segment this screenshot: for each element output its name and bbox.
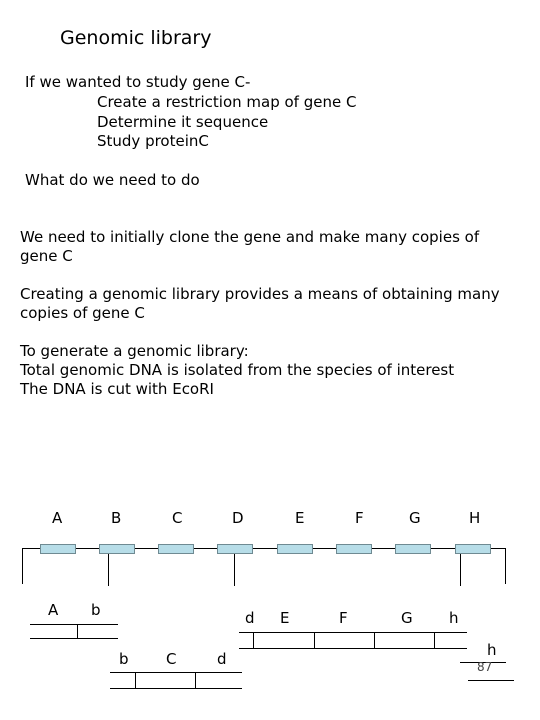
fragment-strand-bottom <box>468 680 514 681</box>
fragment-strand-bottom <box>239 648 467 649</box>
intro-item: Determine it sequence <box>97 113 269 131</box>
fragment-divider <box>195 672 196 688</box>
fragment-divider <box>135 672 136 688</box>
page-number: 87 <box>477 660 493 674</box>
paragraph-line: gene C <box>20 247 73 265</box>
fragment-divider <box>374 632 375 648</box>
fragment-label: b <box>91 601 101 619</box>
fragment-label: d <box>217 650 227 668</box>
gene-box-b <box>99 544 135 554</box>
fragment-label: d <box>245 609 255 627</box>
fragment-strand-top <box>239 632 467 633</box>
fragment-divider <box>253 632 254 648</box>
fragment-label: E <box>280 609 290 627</box>
fragment-label: C <box>166 650 177 668</box>
intro-heading: If we wanted to study gene C- <box>25 73 251 91</box>
gene-box-d <box>217 544 253 554</box>
gene-label: H <box>469 509 481 527</box>
dna-end-left <box>22 548 23 584</box>
gene-label: D <box>232 509 244 527</box>
intro-question: What do we need to do <box>25 171 200 189</box>
intro-item: Study proteinC <box>97 132 209 150</box>
fragment-divider <box>314 632 315 648</box>
fragment-label: h <box>487 641 497 659</box>
intro-item: Create a restriction map of gene C <box>97 93 357 111</box>
fragment-strand-top <box>110 672 242 673</box>
gene-label: B <box>111 509 122 527</box>
fragment-label: A <box>48 601 59 619</box>
fragment-strand-top <box>30 624 118 625</box>
gene-box-a <box>40 544 76 554</box>
fragment-label: b <box>119 650 129 668</box>
paragraph-line: Creating a genomic library provides a means of obtaining many <box>20 285 500 303</box>
gene-label: E <box>295 509 305 527</box>
gene-box-e <box>277 544 313 554</box>
paragraph-line: The DNA is cut with EcoRI <box>20 380 214 398</box>
gene-box-h <box>455 544 491 554</box>
gene-label: A <box>52 509 63 527</box>
cut-site <box>234 554 235 586</box>
paragraph-line: Total genomic DNA is isolated from the species of interest <box>20 361 455 379</box>
gene-box-f <box>336 544 372 554</box>
fragment-divider <box>77 624 78 638</box>
gene-box-c <box>158 544 194 554</box>
gene-label: C <box>172 509 183 527</box>
gene-label: F <box>355 509 364 527</box>
dna-strand <box>22 548 505 549</box>
gene-box-g <box>395 544 431 554</box>
fragment-label: h <box>449 609 459 627</box>
fragment-label: G <box>401 609 413 627</box>
fragment-strand-bottom <box>30 638 118 639</box>
cut-site <box>460 554 461 586</box>
paragraph-line: We need to initially clone the gene and make many copies of <box>20 228 480 246</box>
paragraph-line: To generate a genomic library: <box>20 342 249 360</box>
cut-site <box>108 554 109 586</box>
fragment-label: F <box>339 609 348 627</box>
paragraph-line: copies of gene C <box>20 304 145 322</box>
gene-label: G <box>409 509 421 527</box>
fragment-divider <box>434 632 435 648</box>
fragment-strand-bottom <box>110 688 242 689</box>
dna-end-right <box>505 548 506 584</box>
page-title: Genomic library <box>60 27 212 49</box>
